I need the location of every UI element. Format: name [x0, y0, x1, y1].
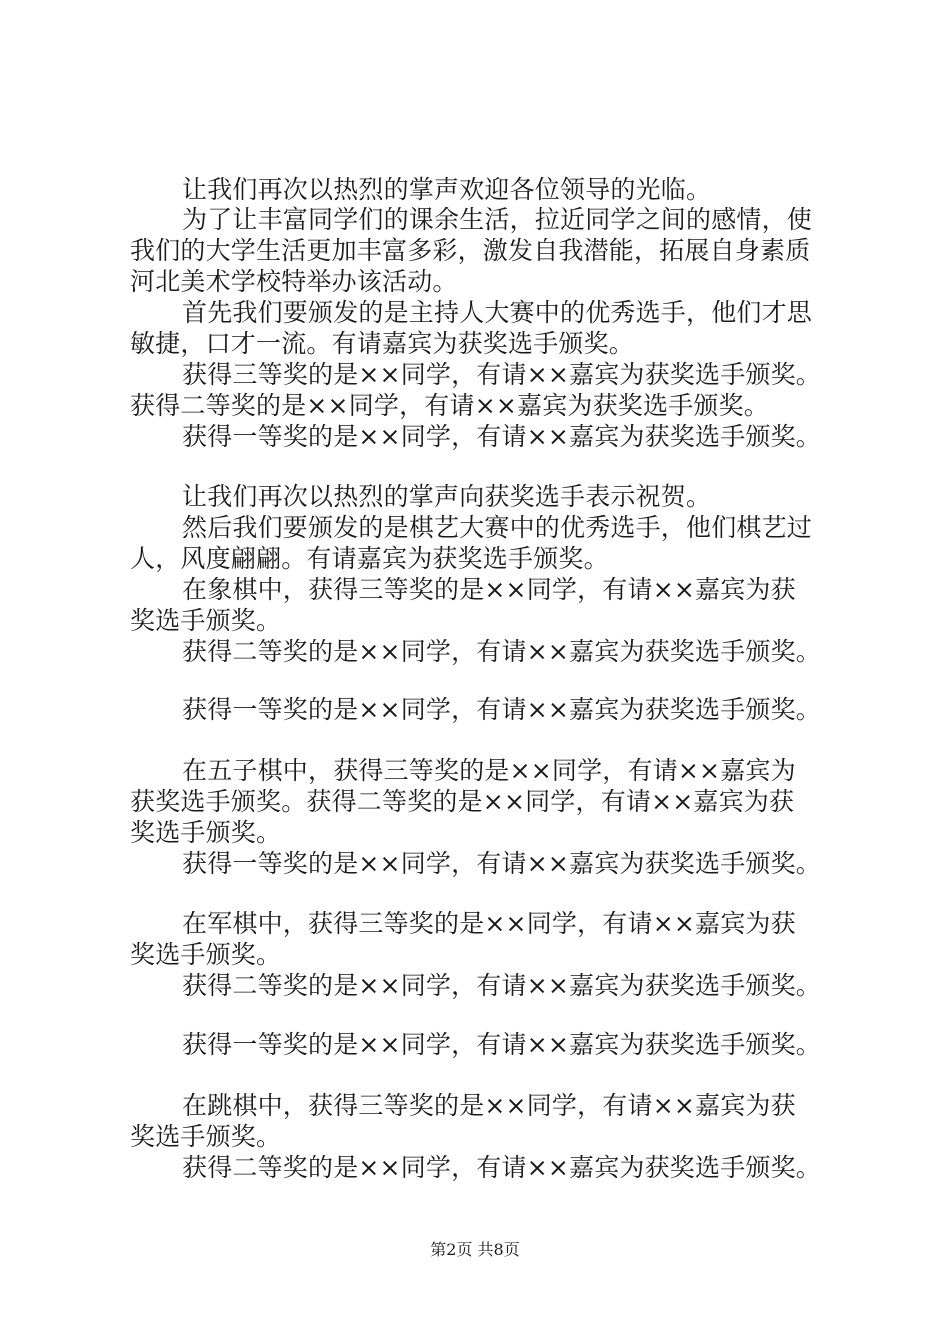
text-line: 获得一等奖的是××同学，有请××嘉宾为获奖选手颁奖。	[182, 1030, 821, 1059]
text-line: 奖选手颁奖。	[130, 606, 282, 635]
text-line: 让我们再次以热烈的掌声欢迎各位领导的光临。	[182, 175, 712, 204]
text-line: 在象棋中，获得三等奖的是××同学，有请××嘉宾为获	[182, 575, 796, 604]
text-line: 在跳棋中，获得三等奖的是××同学，有请××嘉宾为获	[182, 1091, 796, 1120]
text-line: 在军棋中，获得三等奖的是××同学，有请××嘉宾为获	[182, 909, 796, 938]
text-line: 获得一等奖的是××同学，有请××嘉宾为获奖选手颁奖。	[182, 695, 821, 724]
text-line: 获得二等奖的是××同学，有请××嘉宾为获奖选手颁奖。	[182, 637, 821, 666]
text-line: 奖选手颁奖。	[130, 1122, 282, 1151]
text-line: 获得一等奖的是××同学，有请××嘉宾为获奖选手颁奖。	[182, 849, 821, 878]
text-line: 让我们再次以热烈的掌声向获奖选手表示祝贺。	[182, 482, 712, 511]
text-line: 获得一等奖的是××同学，有请××嘉宾为获奖选手颁奖。	[182, 422, 821, 451]
text-line: 奖选手颁奖。	[130, 818, 282, 847]
text-line: 获得二等奖的是××同学，有请××嘉宾为获奖选手颁奖。	[182, 971, 821, 1000]
text-line: 为了让丰富同学们的课余生活，拉近同学之间的感情，使	[182, 205, 813, 234]
text-line: 获得二等奖的是××同学，有请××嘉宾为获奖选手颁奖。	[182, 1153, 821, 1182]
text-line: 获奖选手颁奖。获得二等奖的是××同学，有请××嘉宾为获	[130, 787, 795, 816]
text-line: 首先我们要颁发的是主持人大赛中的优秀选手，他们才思	[182, 298, 813, 327]
text-line: 人，风度翩翩。有请嘉宾为获奖选手颁奖。	[130, 544, 609, 573]
page-number-footer: 第2页 共8页	[430, 1240, 520, 1259]
text-line: 在五子棋中，获得三等奖的是××同学，有请××嘉宾为	[182, 756, 796, 785]
text-line: 敏捷，口才一流。有请嘉宾为获奖选手颁奖。	[130, 329, 635, 358]
text-line: 我们的大学生活更加丰富多彩，激发自我潜能，拓展自身素质	[130, 236, 811, 265]
text-line: 然后我们要颁发的是棋艺大赛中的优秀选手，他们棋艺过	[182, 513, 813, 542]
text-line: 获得二等奖的是××同学，有请××嘉宾为获奖选手颁奖。	[130, 391, 769, 420]
text-line: 河北美术学校特举办该活动。	[130, 267, 458, 296]
text-line: 获得三等奖的是××同学，有请××嘉宾为获奖选手颁奖。	[182, 360, 821, 389]
text-line: 奖选手颁奖。	[130, 940, 282, 969]
